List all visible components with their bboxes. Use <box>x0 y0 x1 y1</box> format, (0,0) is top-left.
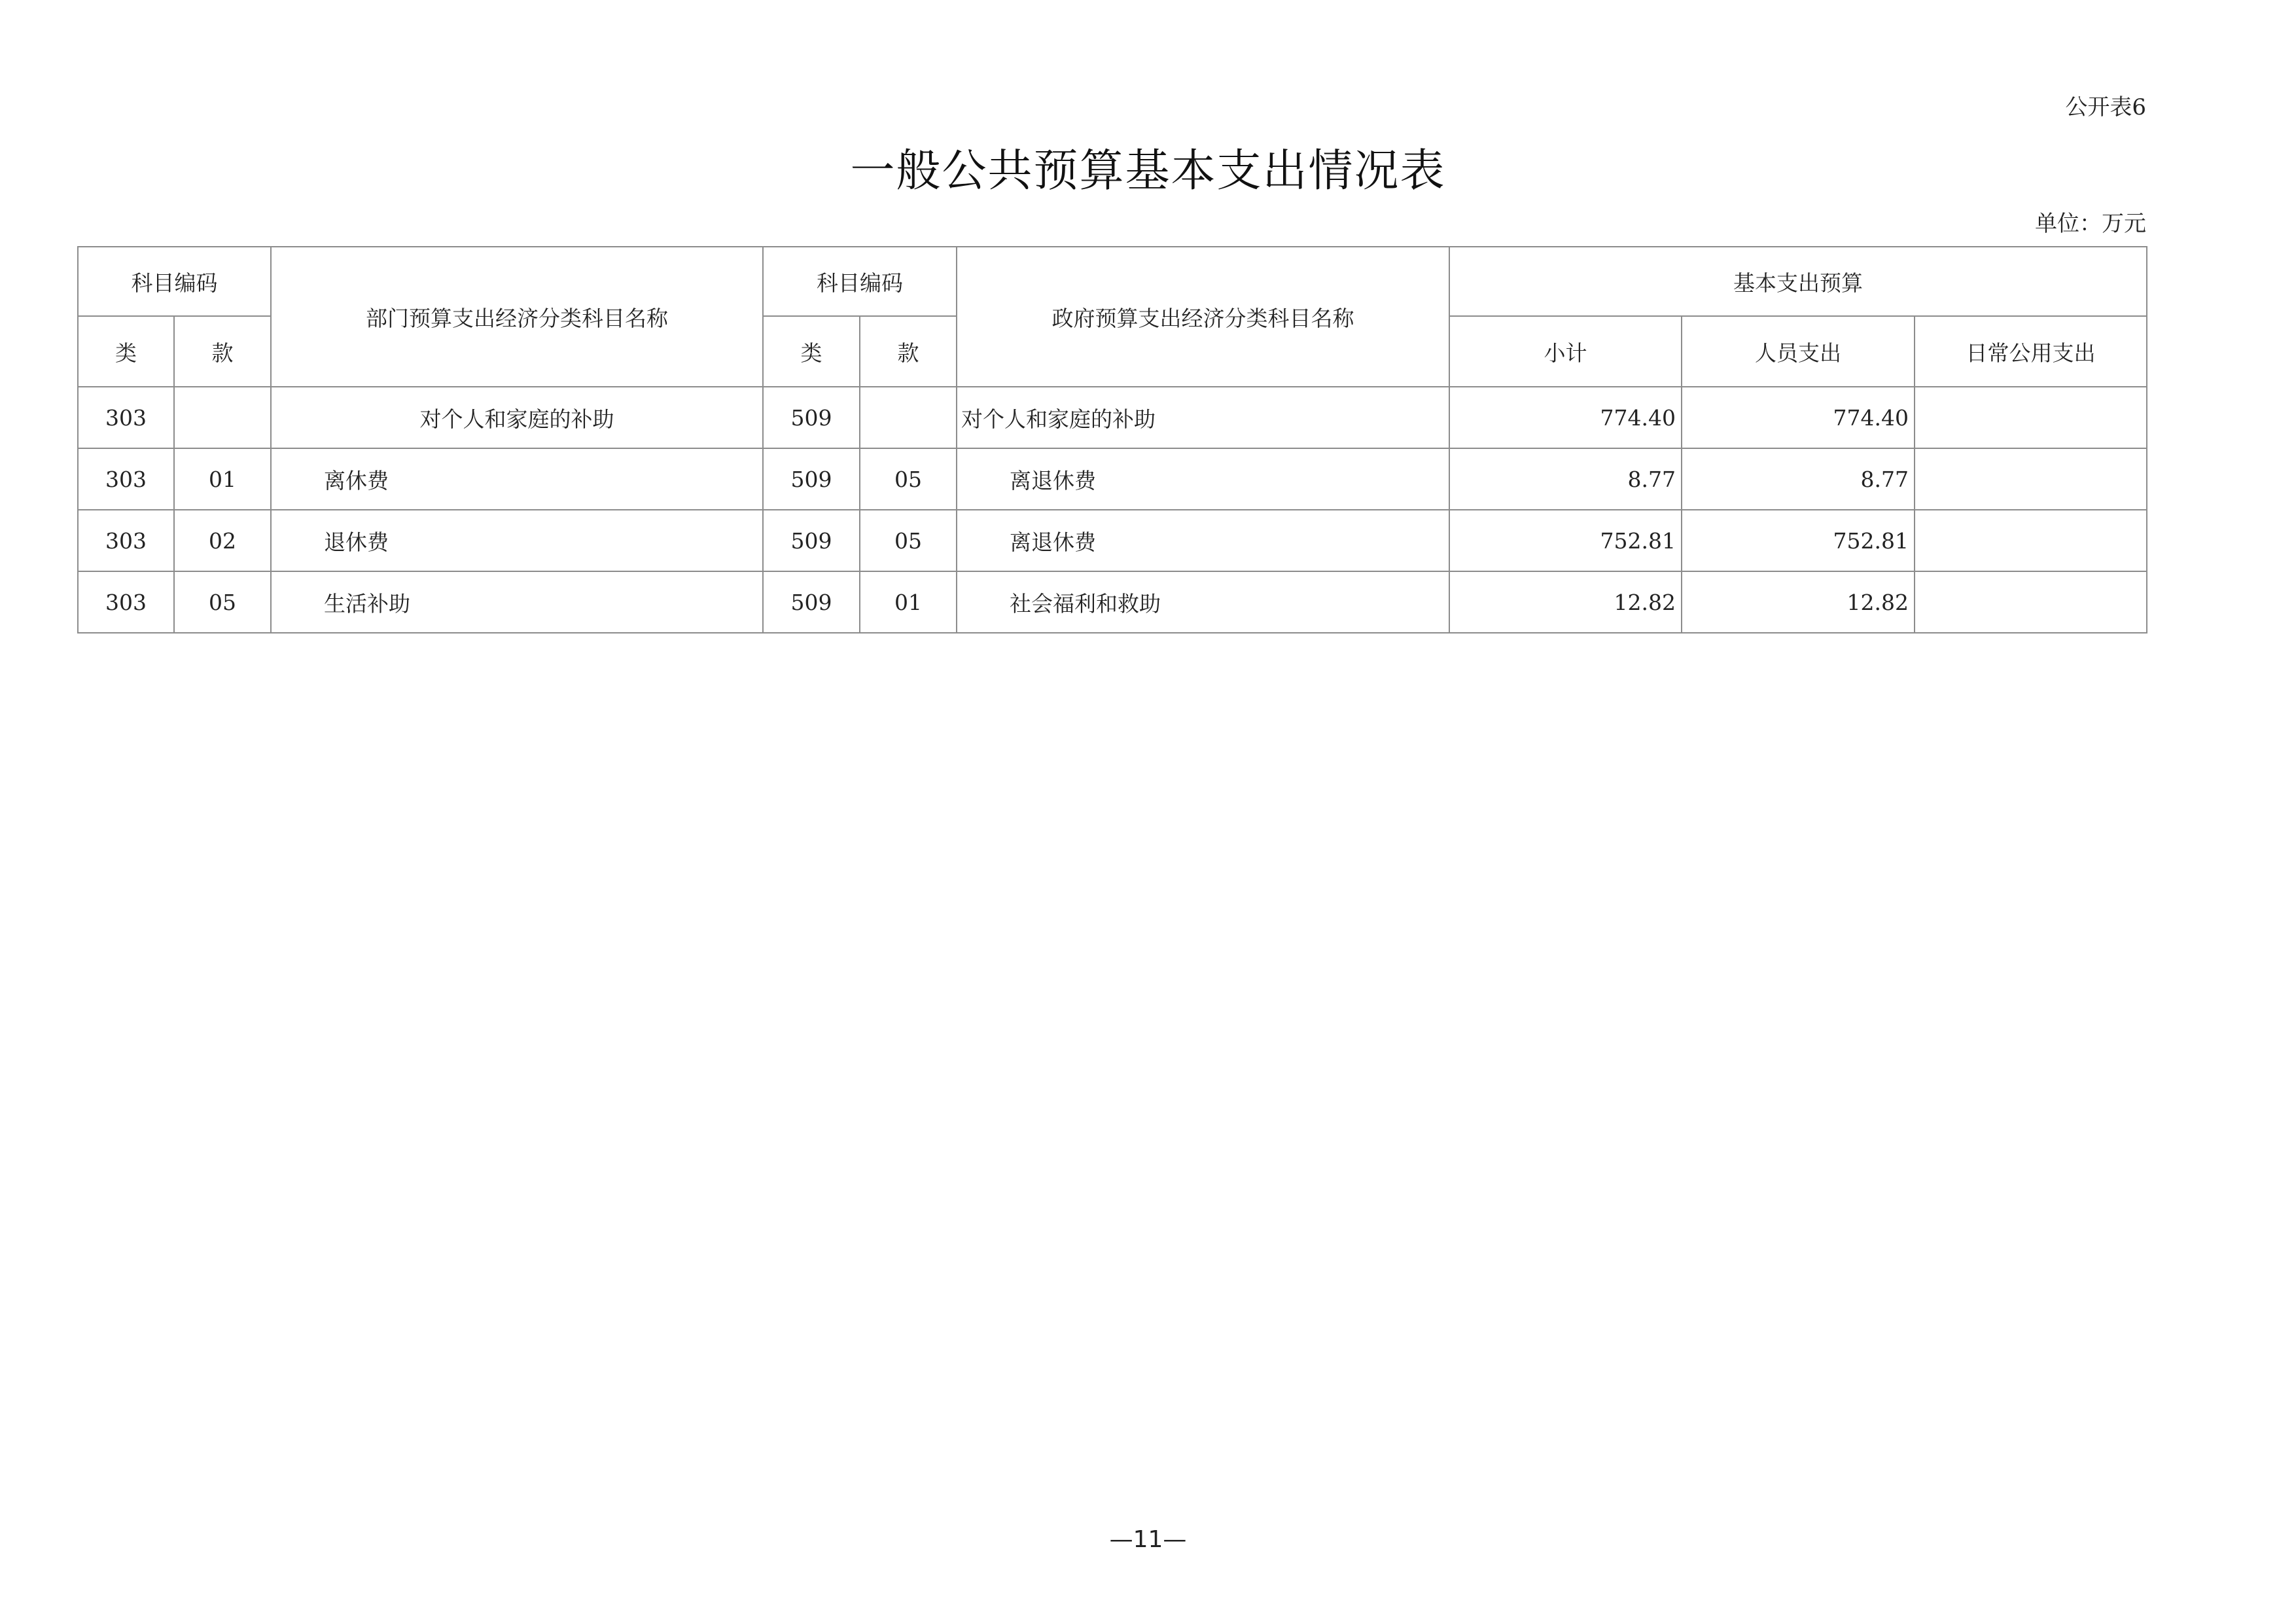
table-row <box>78 448 2147 510</box>
dept-lei-cell: 303 <box>78 387 174 448</box>
page-title: 一般公共预算基本支出情况表 <box>850 145 1446 197</box>
dept-lei-cell: 303 <box>78 571 174 633</box>
table-row <box>78 387 2147 448</box>
table-row <box>78 510 2147 571</box>
dept-kuan-cell: 01 <box>174 448 271 510</box>
gov-name-cell: 离退休费 <box>957 448 1449 510</box>
public-cell <box>1915 387 2147 448</box>
gov-kuan-cell: 01 <box>860 571 957 633</box>
personnel-cell: 774.40 <box>1682 387 1915 448</box>
gov-lei-cell: 509 <box>763 448 860 510</box>
gov-lei-cell: 509 <box>763 510 860 571</box>
personnel-cell: 752.81 <box>1682 510 1915 571</box>
dept-name-cell: 退休费 <box>271 510 763 571</box>
page-number: —11— <box>1109 1526 1187 1553</box>
table-row <box>78 571 2147 633</box>
personnel-cell: 8.77 <box>1682 448 1915 510</box>
gov-name-cell: 社会福利和救助 <box>957 571 1449 633</box>
subtotal-cell: 8.77 <box>1449 448 1682 510</box>
header-dept-code: 科目编码 <box>78 247 271 316</box>
dept-name-cell: 生活补助 <box>271 571 763 633</box>
header-subtotal: 小计 <box>1449 316 1682 387</box>
gov-kuan-cell: 05 <box>860 510 957 571</box>
dept-name-cell: 离休费 <box>271 448 763 510</box>
budget-table <box>77 246 2147 633</box>
unit-label: 单位：万元 <box>2035 211 2146 237</box>
dept-name-cell: 对个人和家庭的补助 <box>271 387 763 448</box>
subtotal-cell: 774.40 <box>1449 387 1682 448</box>
subtotal-cell: 12.82 <box>1449 571 1682 633</box>
public-cell <box>1915 571 2147 633</box>
dept-kuan-cell: 05 <box>174 571 271 633</box>
dept-kuan-cell: 02 <box>174 510 271 571</box>
header-kuan: 款 <box>174 316 271 387</box>
public-cell <box>1915 510 2147 571</box>
header-personnel: 人员支出 <box>1682 316 1915 387</box>
header-gov-code: 科目编码 <box>763 247 957 316</box>
gov-kuan-cell: 05 <box>860 448 957 510</box>
form-number: 公开表6 <box>2065 94 2146 120</box>
public-cell <box>1915 448 2147 510</box>
header-gov-name: 政府预算支出经济分类科目名称 <box>957 247 1449 387</box>
header-lei-gov: 类 <box>763 316 860 387</box>
subtotal-cell: 752.81 <box>1449 510 1682 571</box>
header-dept-name: 部门预算支出经济分类科目名称 <box>271 247 763 387</box>
gov-name-cell: 离退休费 <box>957 510 1449 571</box>
header-basic-budget: 基本支出预算 <box>1449 247 2147 316</box>
gov-lei-cell: 509 <box>763 571 860 633</box>
dept-kuan-cell <box>174 387 271 448</box>
gov-name-cell: 对个人和家庭的补助 <box>957 387 1449 448</box>
personnel-cell: 12.82 <box>1682 571 1915 633</box>
header-row-1 <box>78 247 2147 316</box>
header-public: 日常公用支出 <box>1915 316 2147 387</box>
header-kuan-gov: 款 <box>860 316 957 387</box>
gov-kuan-cell <box>860 387 957 448</box>
dept-lei-cell: 303 <box>78 448 174 510</box>
dept-lei-cell: 303 <box>78 510 174 571</box>
header-lei: 类 <box>78 316 174 387</box>
gov-lei-cell: 509 <box>763 387 860 448</box>
